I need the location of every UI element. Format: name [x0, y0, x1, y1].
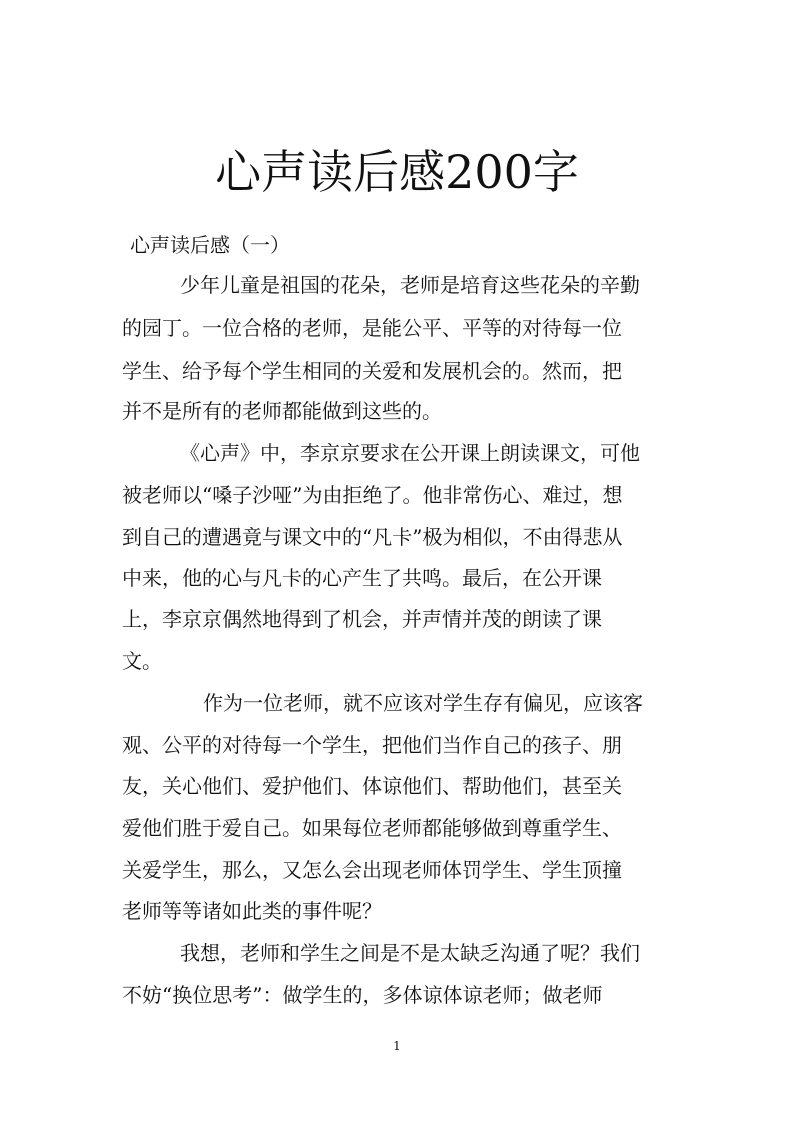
paragraph-line: 被老师以“嗓子沙哑”为由拒绝了。他非常伤心、难过，想	[122, 483, 623, 507]
paragraph-line: 不妨“换位思考”：做学生的，多体谅体谅老师；做老师	[122, 983, 603, 1007]
paragraph-line: 我想，老师和学生之间是不是太缺乏沟通了呢？我们	[180, 941, 640, 965]
paragraph-line: 文。	[122, 649, 162, 673]
paragraph-line: 关爱学生，那么，又怎么会出现老师体罚学生、学生顶撞	[122, 858, 622, 882]
paragraph-line: 到自己的遭遇竟与课文中的“凡卡”极为相似，不由得悲从	[122, 525, 623, 549]
paragraph-line: 的园丁。一位合格的老师，是能公平、平等的对待每一位	[122, 316, 622, 340]
paragraph-line: 少年儿童是祖国的花朵，老师是培育这些花朵的辛勤	[180, 273, 640, 297]
document-title: 心声读后感200字	[215, 145, 579, 199]
section-subtitle: 心声读后感（一）	[130, 233, 290, 257]
paragraph-line: 爱他们胜于爱自己。如果每位老师都能够做到尊重学生、	[122, 816, 622, 840]
paragraph-line: 友，关心他们、爱护他们、体谅他们、帮助他们，甚至关	[122, 774, 622, 798]
paragraph-line: 观、公平的对待每一个学生，把他们当作自己的孩子、朋	[122, 733, 622, 757]
paragraph-line: 《心声》中，李京京要求在公开课上朗读课文，可他	[180, 441, 640, 465]
page-number: 1	[393, 1039, 401, 1053]
paragraph-line: 老师等等诸如此类的事件呢？	[122, 899, 382, 923]
paragraph-line: 作为一位老师，就不应该对学生存有偏见，应该客	[203, 691, 643, 715]
paragraph-line: 并不是所有的老师都能做到这些的。	[122, 399, 442, 423]
paragraph-line: 学生、给予每个学生相同的关爱和发展机会的。然而，把	[122, 359, 622, 383]
paragraph-line: 中来，他的心与凡卡的心产生了共鸣。最后，在公开课	[122, 566, 602, 590]
paragraph-line: 上，李京京偶然地得到了机会，并声情并茂的朗读了课	[122, 607, 602, 631]
